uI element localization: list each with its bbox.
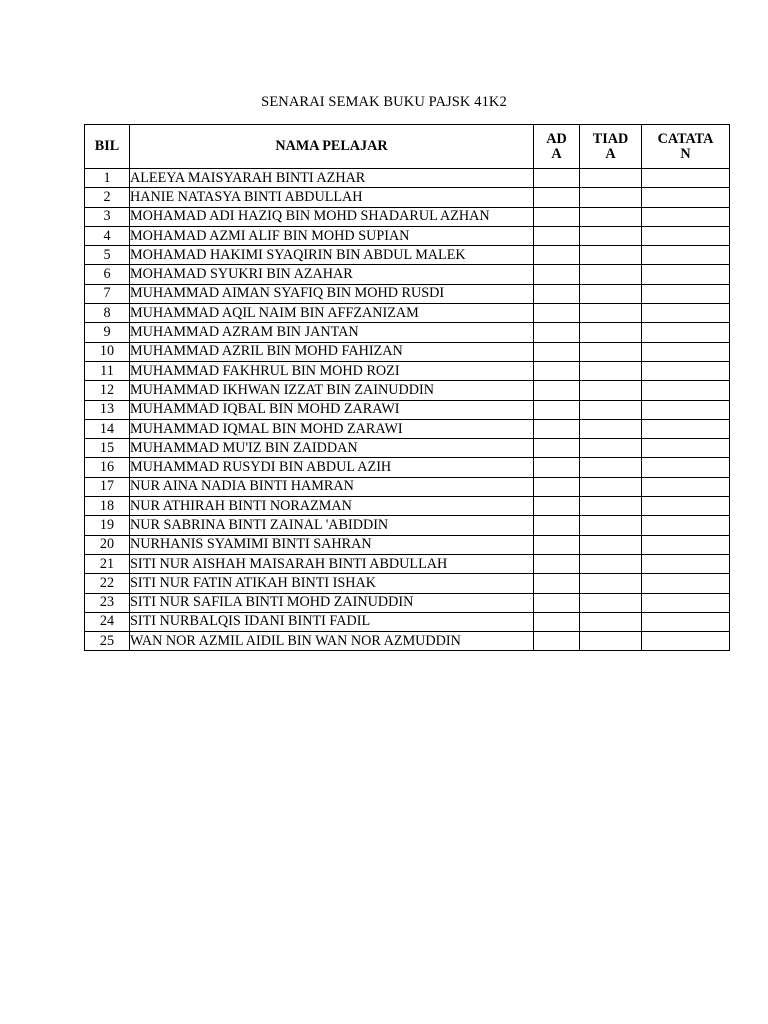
row-tiada-cell[interactable] xyxy=(580,323,642,342)
row-bil: 21 xyxy=(85,554,130,573)
row-tiada-cell[interactable] xyxy=(580,188,642,207)
row-student-name: MUHAMMAD RUSYDI BIN ABDUL AZIH xyxy=(130,458,534,477)
row-bil: 1 xyxy=(85,169,130,188)
row-student-name: SITI NUR SAFILA BINTI MOHD ZAINUDDIN xyxy=(130,593,534,612)
row-ada-cell[interactable] xyxy=(534,188,580,207)
row-tiada-cell[interactable] xyxy=(580,593,642,612)
row-student-name: WAN NOR AZMIL AIDIL BIN WAN NOR AZMUDDIN xyxy=(130,632,534,651)
row-catatan-cell[interactable] xyxy=(642,188,730,207)
row-student-name: SITI NUR FATIN ATIKAH BINTI ISHAK xyxy=(130,574,534,593)
row-bil: 24 xyxy=(85,612,130,631)
row-ada-cell[interactable] xyxy=(534,632,580,651)
row-student-name: MOHAMAD SYUKRI BIN AZAHAR xyxy=(130,265,534,284)
table-row xyxy=(85,323,730,342)
row-student-name: MUHAMMAD FAKHRUL BIN MOHD ROZI xyxy=(130,361,534,380)
row-ada-cell[interactable] xyxy=(534,323,580,342)
row-bil: 3 xyxy=(85,207,130,226)
row-catatan-cell[interactable] xyxy=(642,304,730,323)
row-bil: 12 xyxy=(85,381,130,400)
row-ada-cell[interactable] xyxy=(534,246,580,265)
table-row xyxy=(85,265,730,284)
row-catatan-cell[interactable] xyxy=(642,400,730,419)
table-row xyxy=(85,226,730,245)
table-row xyxy=(85,381,730,400)
row-ada-cell[interactable] xyxy=(534,169,580,188)
row-student-name: ALEEYA MAISYARAH BINTI AZHAR xyxy=(130,169,534,188)
row-bil: 19 xyxy=(85,516,130,535)
row-bil: 9 xyxy=(85,323,130,342)
header-tiada xyxy=(580,125,642,169)
row-catatan-cell[interactable] xyxy=(642,381,730,400)
table-row xyxy=(85,574,730,593)
row-bil: 8 xyxy=(85,304,130,323)
row-student-name: MUHAMMAD AQIL NAIM BIN AFFZANIZAM xyxy=(130,304,534,323)
table-row xyxy=(85,593,730,612)
row-bil: 15 xyxy=(85,439,130,458)
table-row xyxy=(85,361,730,380)
row-student-name: MUHAMMAD MU'IZ BIN ZAIDDAN xyxy=(130,439,534,458)
row-bil: 25 xyxy=(85,632,130,651)
row-ada-cell[interactable] xyxy=(534,304,580,323)
row-tiada-cell[interactable] xyxy=(580,612,642,631)
row-student-name: MUHAMMAD IQBAL BIN MOHD ZARAWI xyxy=(130,400,534,419)
row-catatan-cell[interactable] xyxy=(642,497,730,516)
row-bil: 16 xyxy=(85,458,130,477)
row-bil: 20 xyxy=(85,535,130,554)
row-catatan-cell[interactable] xyxy=(642,169,730,188)
table-row xyxy=(85,400,730,419)
row-catatan-cell[interactable] xyxy=(642,246,730,265)
row-ada-cell[interactable] xyxy=(534,419,580,438)
row-bil: 23 xyxy=(85,593,130,612)
row-catatan-cell[interactable] xyxy=(642,554,730,573)
table-row xyxy=(85,612,730,631)
row-catatan-cell[interactable] xyxy=(642,265,730,284)
row-student-name: MUHAMMAD AZRAM BIN JANTAN xyxy=(130,323,534,342)
row-student-name: MUHAMMAD IKHWAN IZZAT BIN ZAINUDDIN xyxy=(130,381,534,400)
row-catatan-cell[interactable] xyxy=(642,342,730,361)
row-tiada-cell[interactable] xyxy=(580,516,642,535)
row-student-name: MOHAMAD HAKIMI SYAQIRIN BIN ABDUL MALEK xyxy=(130,246,534,265)
row-student-name: NUR SABRINA BINTI ZAINAL 'ABIDDIN xyxy=(130,516,534,535)
header-ada xyxy=(534,125,580,169)
row-ada-cell[interactable] xyxy=(534,361,580,380)
row-tiada-cell[interactable] xyxy=(580,169,642,188)
row-catatan-cell[interactable] xyxy=(642,226,730,245)
row-tiada-cell[interactable] xyxy=(580,497,642,516)
table-header-row xyxy=(85,125,730,169)
row-catatan-cell[interactable] xyxy=(642,207,730,226)
row-student-name: NUR ATHIRAH BINTI NORAZMAN xyxy=(130,497,534,516)
row-catatan-cell[interactable] xyxy=(642,516,730,535)
row-ada-cell[interactable] xyxy=(534,458,580,477)
row-tiada-cell[interactable] xyxy=(580,477,642,496)
row-bil: 17 xyxy=(85,477,130,496)
row-tiada-cell[interactable] xyxy=(580,342,642,361)
row-tiada-cell[interactable] xyxy=(580,246,642,265)
row-catatan-cell[interactable] xyxy=(642,535,730,554)
header-catatan xyxy=(642,125,730,169)
row-ada-cell[interactable] xyxy=(534,535,580,554)
table-row xyxy=(85,535,730,554)
table-row xyxy=(85,554,730,573)
table-row xyxy=(85,188,730,207)
row-ada-cell[interactable] xyxy=(534,554,580,573)
row-ada-cell[interactable] xyxy=(534,439,580,458)
header-ada-label: AD A xyxy=(546,130,567,162)
row-catatan-cell[interactable] xyxy=(642,323,730,342)
row-tiada-cell[interactable] xyxy=(580,226,642,245)
row-ada-cell[interactable] xyxy=(534,207,580,226)
header-nama-pelajar: NAMA PELAJAR xyxy=(130,125,534,169)
row-catatan-cell[interactable] xyxy=(642,477,730,496)
row-bil: 18 xyxy=(85,497,130,516)
row-tiada-cell[interactable] xyxy=(580,361,642,380)
header-catatan-label: CATATA N xyxy=(657,130,714,162)
row-catatan-cell[interactable] xyxy=(642,574,730,593)
table-row xyxy=(85,497,730,516)
row-bil: 4 xyxy=(85,226,130,245)
row-ada-cell[interactable] xyxy=(534,497,580,516)
row-tiada-cell[interactable] xyxy=(580,381,642,400)
row-ada-cell[interactable] xyxy=(534,593,580,612)
row-bil: 22 xyxy=(85,574,130,593)
row-tiada-cell[interactable] xyxy=(580,207,642,226)
row-ada-cell[interactable] xyxy=(534,226,580,245)
row-bil: 6 xyxy=(85,265,130,284)
row-ada-cell[interactable] xyxy=(534,265,580,284)
row-catatan-cell[interactable] xyxy=(642,612,730,631)
table-row xyxy=(85,207,730,226)
table-row xyxy=(85,458,730,477)
row-tiada-cell[interactable] xyxy=(580,265,642,284)
row-bil: 7 xyxy=(85,284,130,303)
row-tiada-cell[interactable] xyxy=(580,535,642,554)
row-tiada-cell[interactable] xyxy=(580,439,642,458)
row-ada-cell[interactable] xyxy=(534,284,580,303)
table-row xyxy=(85,477,730,496)
row-catatan-cell[interactable] xyxy=(642,593,730,612)
student-checklist-table xyxy=(84,124,730,651)
row-tiada-cell[interactable] xyxy=(580,554,642,573)
row-tiada-cell[interactable] xyxy=(580,458,642,477)
row-student-name: MUHAMMAD IQMAL BIN MOHD ZARAWI xyxy=(130,419,534,438)
row-student-name: MUHAMMAD AZRIL BIN MOHD FAHIZAN xyxy=(130,342,534,361)
row-ada-cell[interactable] xyxy=(534,612,580,631)
row-ada-cell[interactable] xyxy=(534,574,580,593)
row-ada-cell[interactable] xyxy=(534,400,580,419)
document-title: SENARAI SEMAK BUKU PAJSK 41K2 xyxy=(261,94,507,110)
table-row xyxy=(85,516,730,535)
table-row xyxy=(85,284,730,303)
row-bil: 10 xyxy=(85,342,130,361)
table-row xyxy=(85,439,730,458)
row-tiada-cell[interactable] xyxy=(580,400,642,419)
row-student-name: SITI NUR AISHAH MAISARAH BINTI ABDULLAH xyxy=(130,554,534,573)
row-tiada-cell[interactable] xyxy=(580,632,642,651)
header-tiada-label: TIAD A xyxy=(592,130,629,162)
table-body xyxy=(85,169,730,651)
row-bil: 5 xyxy=(85,246,130,265)
row-student-name: MUHAMMAD AIMAN SYAFIQ BIN MOHD RUSDI xyxy=(130,284,534,303)
table-row xyxy=(85,342,730,361)
row-student-name: MOHAMAD AZMI ALIF BIN MOHD SUPIAN xyxy=(130,226,534,245)
table-row xyxy=(85,246,730,265)
row-bil: 13 xyxy=(85,400,130,419)
row-bil: 2 xyxy=(85,188,130,207)
row-catatan-cell[interactable] xyxy=(642,419,730,438)
row-student-name: SITI NURBALQIS IDANI BINTI FADIL xyxy=(130,612,534,631)
row-tiada-cell[interactable] xyxy=(580,304,642,323)
row-tiada-cell[interactable] xyxy=(580,419,642,438)
row-ada-cell[interactable] xyxy=(534,381,580,400)
row-tiada-cell[interactable] xyxy=(580,574,642,593)
table-row xyxy=(85,632,730,651)
row-tiada-cell[interactable] xyxy=(580,284,642,303)
row-student-name: NUR AINA NADIA BINTI HAMRAN xyxy=(130,477,534,496)
row-student-name: HANIE NATASYA BINTI ABDULLAH xyxy=(130,188,534,207)
row-bil: 11 xyxy=(85,361,130,380)
row-student-name: MOHAMAD ADI HAZIQ BIN MOHD SHADARUL AZHAN xyxy=(130,207,534,226)
row-catatan-cell[interactable] xyxy=(642,458,730,477)
row-catatan-cell[interactable] xyxy=(642,284,730,303)
row-catatan-cell[interactable] xyxy=(642,361,730,380)
header-bil: BIL xyxy=(85,125,130,169)
table-row xyxy=(85,419,730,438)
table-row xyxy=(85,304,730,323)
table-row xyxy=(85,169,730,188)
row-catatan-cell[interactable] xyxy=(642,632,730,651)
row-student-name: NURHANIS SYAMIMI BINTI SAHRAN xyxy=(130,535,534,554)
row-ada-cell[interactable] xyxy=(534,477,580,496)
row-bil: 14 xyxy=(85,419,130,438)
row-catatan-cell[interactable] xyxy=(642,439,730,458)
row-ada-cell[interactable] xyxy=(534,342,580,361)
row-ada-cell[interactable] xyxy=(534,516,580,535)
